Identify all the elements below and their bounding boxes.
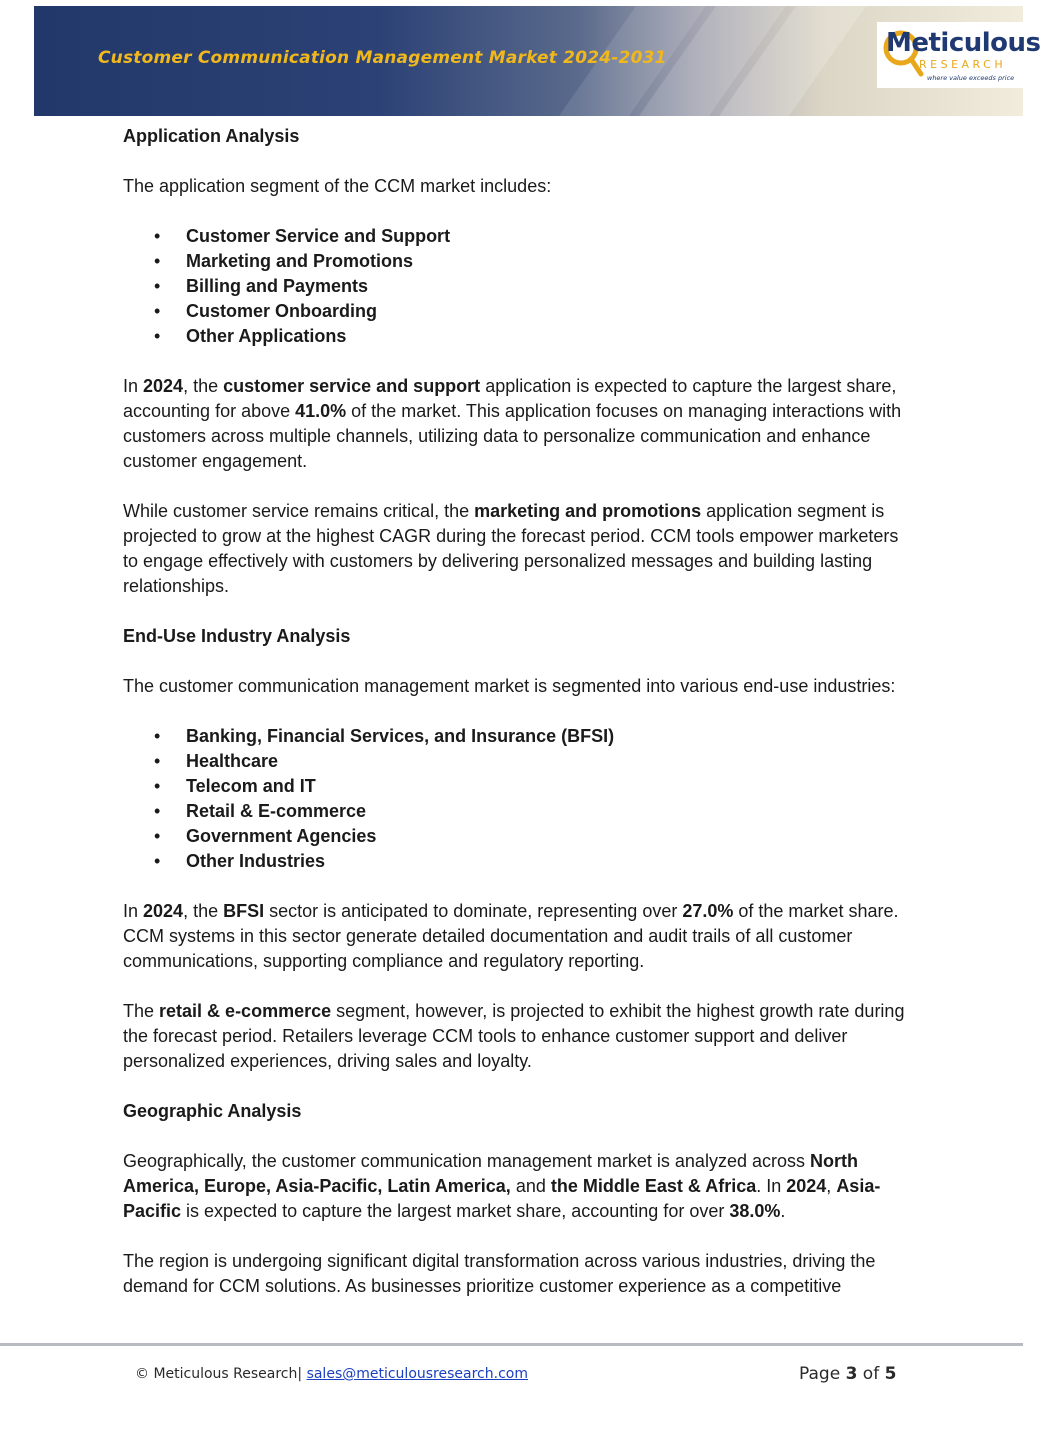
list-item: • Customer Onboarding bbox=[123, 299, 913, 324]
list-item: • Other Applications bbox=[123, 324, 913, 349]
list-item: • Banking, Financial Services, and Insurance (BFSI) bbox=[123, 724, 913, 749]
list-item: • Retail & E-commerce bbox=[123, 799, 913, 824]
section-heading-end-use: End-Use Industry Analysis bbox=[123, 626, 351, 646]
page-number: Page 3 of 5 bbox=[799, 1364, 897, 1384]
list-item: • Other Industries bbox=[123, 849, 913, 874]
application-paragraph-1: In 2024, the customer service and support application is expected to capture the largest share, accounting for above 41.0% of the market. This application focuses on managing interactions with customers across multiple channels, utilizing data to personalize communication and enhance customer engagement. bbox=[123, 376, 902, 471]
section-heading-geographic: Geographic Analysis bbox=[123, 1101, 302, 1121]
page-content bbox=[123, 124, 913, 1299]
section-heading-application: Application Analysis bbox=[123, 126, 300, 146]
end-use-paragraph-1: In 2024, the BFSI sector is anticipated to dominate, representing over 27.0% of the market share. CCM systems in this sector generate detailed documentation and audit trails of all customer communications, supporting compliance and regulatory reporting. bbox=[123, 901, 899, 971]
geographic-paragraph-2: The region is undergoing significant digital transformation across various industries, driving the demand for CCM solutions. As businesses prioritize customer experience as a competitive bbox=[123, 1251, 876, 1296]
list-item: • Telecom and IT bbox=[123, 774, 913, 799]
footer-copyright: © Meticulous Research| sales@meticulousresearch.com bbox=[135, 1366, 528, 1382]
header-banner bbox=[34, 6, 1041, 116]
email-link[interactable]: sales@meticulousresearch.com bbox=[306, 1366, 528, 1382]
end-use-list bbox=[123, 724, 913, 874]
application-list bbox=[123, 224, 913, 349]
logo-name: Meticulous bbox=[886, 28, 1041, 58]
end-use-paragraph-2: The retail & e-commerce segment, however, is projected to exhibit the highest growth rate during the forecast period. Retailers leverage CCM tools to enhance customer support and deliver personalized experiences, driving sales and loyalty. bbox=[123, 1001, 905, 1071]
application-paragraph-2: While customer service remains critical, the marketing and promotions application segment is projected to grow at the highest CAGR during the forecast period. CCM tools empower marketers to engage effectively with customers by delivering personalized messages and building lasting relationships. bbox=[123, 501, 899, 596]
end-use-intro: The customer communication management market is segmented into various end-use industries: bbox=[123, 676, 896, 696]
company-logo bbox=[877, 22, 1042, 88]
application-intro: The application segment of the CCM market includes: bbox=[123, 176, 552, 196]
logo-subtitle: RESEARCH bbox=[919, 58, 1007, 71]
list-item: • Healthcare bbox=[123, 749, 913, 774]
list-item: • Marketing and Promotions bbox=[123, 249, 913, 274]
logo-tagline: where value exceeds price bbox=[927, 74, 1015, 82]
list-item: • Billing and Payments bbox=[123, 274, 913, 299]
list-item: • Government Agencies bbox=[123, 824, 913, 849]
geographic-paragraph-1: Geographically, the customer communication management market is analyzed across North America, Europe, Asia-Pacific, Latin America, and the Middle East & Africa. In 2024, Asia-Pacific is expected to capture the largest market share, accounting for over 38.0%. bbox=[123, 1151, 881, 1221]
document-title: Customer Communication Management Market 2024-2031 bbox=[98, 48, 667, 68]
footer-divider bbox=[0, 1343, 1023, 1346]
list-item: • Customer Service and Support bbox=[123, 224, 913, 249]
